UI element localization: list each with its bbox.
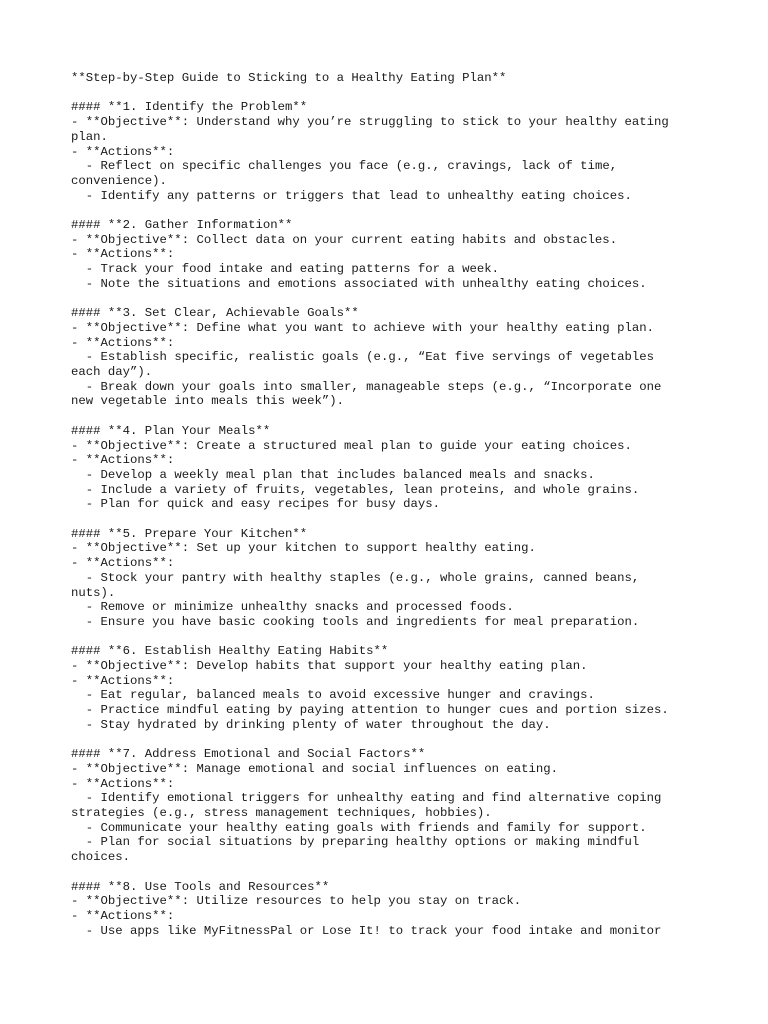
action-item: - Ensure you have basic cooking tools and ingredients for meal preparation. bbox=[71, 614, 640, 629]
actions-label: - **Actions**: bbox=[71, 776, 175, 791]
objective-line: - **Objective**: Develop habits that support your healthy eating plan. bbox=[71, 659, 588, 674]
action-item: - Eat regular, balanced meals to avoid excessive hunger and cravings. bbox=[71, 688, 595, 703]
blank-line bbox=[71, 512, 711, 527]
blank-line bbox=[71, 733, 711, 748]
objective-line: - **Objective**: Understand why you’re struggling to stick to your healthy eating bbox=[71, 115, 669, 130]
actions-label: - **Actions**: bbox=[71, 247, 175, 262]
objective-line: - **Objective**: Create a structured meal plan to guide your eating choices. bbox=[71, 438, 632, 453]
section-heading: #### **2. Gather Information** bbox=[71, 218, 293, 232]
action-item: - Identify any patterns or triggers that lead to unhealthy eating choices. bbox=[71, 188, 632, 203]
objective-line: - **Objective**: Define what you want to achieve with your healthy eating plan. bbox=[71, 320, 654, 335]
action-item: - Communicate your healthy eating goals with friends and family for support. bbox=[71, 820, 647, 835]
section-heading: #### **1. Identify the Problem** bbox=[71, 100, 308, 115]
objective-line: - **Objective**: Set up your kitchen to support healthy eating. bbox=[71, 541, 536, 556]
blank-line bbox=[71, 203, 711, 218]
action-item: - Identify emotional triggers for unhealthy eating and find alternative coping bbox=[71, 791, 662, 806]
action-item: - Stock your pantry with healthy staples (e.g., whole grains, canned beans, bbox=[71, 570, 640, 585]
objective-line: - **Objective**: Manage emotional and social influences on eating. bbox=[71, 761, 559, 776]
body-line: choices. bbox=[71, 850, 131, 865]
body-line: each day”). bbox=[71, 365, 153, 380]
section-heading: #### **4. Plan Your Meals** bbox=[71, 423, 271, 438]
document-page bbox=[71, 71, 711, 938]
section-heading: #### **5. Prepare Your Kitchen** bbox=[71, 526, 308, 541]
body-line: nuts). bbox=[71, 585, 116, 600]
body-line: strategies (e.g., stress management techniques, hobbies). bbox=[71, 806, 492, 821]
section-heading: #### **3. Set Clear, Achievable Goals** bbox=[71, 306, 359, 321]
actions-label: - **Actions**: bbox=[71, 453, 175, 468]
objective-line: - **Objective**: Collect data on your current eating habits and obstacles. bbox=[71, 232, 618, 247]
action-item: - Break down your goals into smaller, manageable steps (e.g., “Incorporate one bbox=[71, 379, 662, 394]
document-title: **Step-by-Step Guide to Sticking to a Healthy Eating Plan** bbox=[71, 71, 507, 85]
actions-label: - **Actions**: bbox=[71, 908, 175, 923]
section-heading: #### **8. Use Tools and Resources** bbox=[71, 879, 330, 894]
action-item: - Use apps like MyFitnessPal or Lose It! to track your food intake and monitor bbox=[71, 923, 662, 938]
blank-line bbox=[71, 292, 711, 307]
blank-line bbox=[71, 865, 711, 880]
actions-label: - **Actions**: bbox=[71, 556, 175, 571]
action-item: - Plan for social situations by preparing healthy options or making mindful bbox=[71, 835, 640, 850]
action-item: - Stay hydrated by drinking plenty of water throughout the day. bbox=[71, 717, 551, 732]
action-item: - Practice mindful eating by paying attention to hunger cues and portion sizes. bbox=[71, 703, 669, 718]
action-item: - Plan for quick and easy recipes for busy days. bbox=[71, 497, 440, 512]
actions-label: - **Actions**: bbox=[71, 335, 175, 350]
blank-line bbox=[71, 86, 711, 101]
body-line: new vegetable into meals this week”). bbox=[71, 394, 345, 409]
action-item: - Develop a weekly meal plan that includes balanced meals and snacks. bbox=[71, 467, 595, 482]
action-item: - Note the situations and emotions associated with unhealthy eating choices. bbox=[71, 276, 647, 291]
body-line: convenience). bbox=[71, 173, 167, 188]
action-item: - Include a variety of fruits, vegetables, lean proteins, and whole grains. bbox=[71, 482, 640, 497]
blank-line bbox=[71, 409, 711, 424]
action-item: - Establish specific, realistic goals (e.g., “Eat five servings of vegetables bbox=[71, 350, 654, 365]
actions-label: - **Actions**: bbox=[71, 673, 175, 688]
action-item: - Reflect on specific challenges you face (e.g., cravings, lack of time, bbox=[71, 159, 618, 174]
section-heading: #### **6. Establish Healthy Eating Habits** bbox=[71, 644, 389, 659]
actions-label: - **Actions**: bbox=[71, 144, 175, 159]
section-heading: #### **7. Address Emotional and Social Factors** bbox=[71, 747, 426, 762]
blank-line bbox=[71, 630, 711, 645]
action-item: - Remove or minimize unhealthy snacks and processed foods. bbox=[71, 600, 514, 615]
action-item: - Track your food intake and eating patterns for a week. bbox=[71, 262, 500, 277]
objective-line: - **Objective**: Utilize resources to help you stay on track. bbox=[71, 894, 522, 909]
body-line: plan. bbox=[71, 129, 108, 144]
